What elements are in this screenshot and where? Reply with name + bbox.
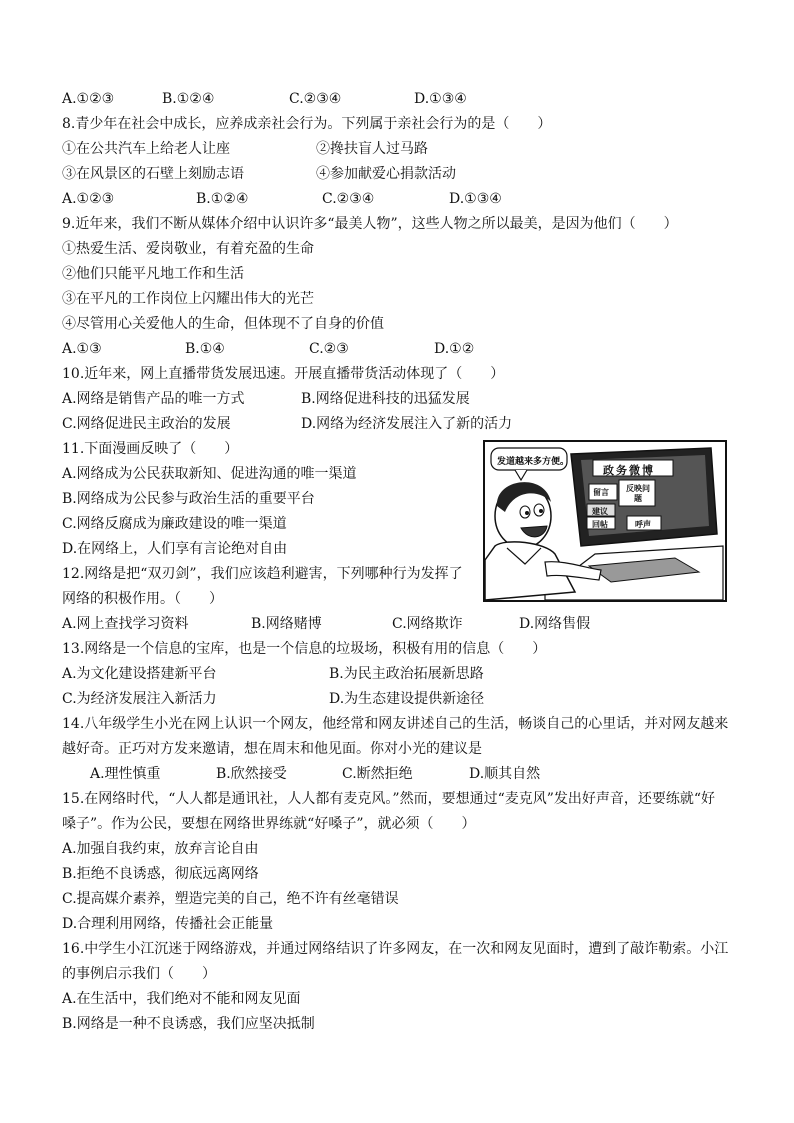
cartoon-speech-bubble: 发道越来多方便。 xyxy=(497,457,570,467)
q9-option-b: B.①④ xyxy=(185,341,225,357)
q7-option-d: D.①③④ xyxy=(414,91,467,107)
q9-option-a: A.①③ xyxy=(62,341,102,357)
q10-option-d: D.网络为经济发展注入了新的活力 xyxy=(301,416,513,432)
q15-stem-line2: 嗓子”。作为公民，要想在网络世界练就“好嗓子”，就必须（ ） xyxy=(62,816,476,832)
q9-item-2: ②他们只能平凡地工作和生活 xyxy=(62,266,244,282)
q8-item-1: ①在公共汽车上给老人让座 xyxy=(62,141,230,157)
cartoon-box-jianyi: 建议 xyxy=(592,507,608,516)
q11-option-d: D.在网络上，人们享有言论绝对自由 xyxy=(62,541,288,557)
q11-stem: 11.下面漫画反映了（ ） xyxy=(62,441,239,457)
q8-option-d: D.①③④ xyxy=(449,191,502,207)
q9-item-1: ①热爱生活、爱岗敬业，有着充盈的生命 xyxy=(62,241,314,257)
q7-option-b: B.①②④ xyxy=(162,91,215,107)
q7-option-c: C.②③④ xyxy=(289,91,342,107)
q14-stem-line1: 14.八年级学生小光在网上认识一个网友，他经常和网友讲述自己的生活，畅谈自己的心里话，并对网友越来 xyxy=(62,716,729,732)
q16-stem-line1: 16.中学生小江沉迷于网络游戏，并通过网络结识了许多网友，在一次和网友见面时，遭到了敲诈勒索。小江 xyxy=(62,941,729,957)
q15-option-c: C.提高媒介素养，塑造完美的自己，绝不许有丝毫错误 xyxy=(62,891,399,907)
q10-stem: 10.近年来，网上直播带货发展迅速。开展直播带货活动体现了（ ） xyxy=(62,366,505,382)
q8-item-4: ④参加献爱心捐款活动 xyxy=(316,166,456,182)
q12-option-b: B.网络赌博 xyxy=(251,616,322,632)
q8-stem: 8.青少年在社会中成长，应养成亲社会行为。下列属于亲社会行为的是（ ） xyxy=(62,116,552,132)
q12-option-c: C.网络欺诈 xyxy=(392,616,463,632)
q15-stem-line1: 15.在网络时代，“人人都是通讯社，人人都有麦克风。”然而，要想通过“麦克风”发出好声音，还要练就“好 xyxy=(62,791,716,807)
q8-option-a: A.①②③ xyxy=(62,191,115,207)
q12-stem-line2: 网络的积极作用。（ ） xyxy=(62,591,223,607)
cartoon-box-huitie: 回帖 xyxy=(592,520,608,529)
q15-option-d: D.合理利用网络，传播社会正能量 xyxy=(62,916,274,932)
q9-option-c: C.②③ xyxy=(309,341,349,357)
q9-stem: 9.近年来，我们不断从媒体介绍中认识许多“最美人物”，这些人物之所以最美，是因为他们（ ） xyxy=(62,216,678,232)
q11-option-c: C.网络反腐成为廉政建设的唯一渠道 xyxy=(62,516,287,532)
q8-item-2: ②搀扶盲人过马路 xyxy=(316,141,428,157)
cartoon-box-fanying: 反映问题 xyxy=(626,484,650,503)
q8-item-3: ③在风景区的石壁上刻励志语 xyxy=(62,166,244,182)
q12-stem-line1: 12.网络是把“双刃剑”，我们应该趋利避害，下列哪种行为发挥了 xyxy=(62,566,463,582)
q14-option-c: C.断然拒绝 xyxy=(342,766,413,782)
q11-cartoon xyxy=(483,440,727,602)
q12-option-a: A.网上查找学习资料 xyxy=(62,616,189,632)
q7-option-a: A.①②③ xyxy=(62,91,115,107)
q16-stem-line2: 的事例启示我们（ ） xyxy=(62,966,216,982)
q16-option-a: A.在生活中，我们绝对不能和网友见面 xyxy=(62,991,301,1007)
q14-option-a: A.理性慎重 xyxy=(90,766,161,782)
q10-option-a: A.网络是销售产品的唯一方式 xyxy=(62,391,245,407)
q14-option-b: B.欣然接受 xyxy=(216,766,287,782)
q13-option-c: C.为经济发展注入新活力 xyxy=(62,691,217,707)
q9-item-4: ④尽管用心关爱他人的生命，但体现不了自身的价值 xyxy=(62,316,384,332)
q8-option-c: C.②③④ xyxy=(322,191,375,207)
q15-option-a: A.加强自我约束，放弃言论自由 xyxy=(62,841,259,857)
q11-option-b: B.网络成为公民参与政治生活的重要平台 xyxy=(62,491,315,507)
q9-option-d: D.①② xyxy=(434,341,475,357)
q8-option-b: B.①②④ xyxy=(196,191,249,207)
q13-option-a: A.为文化建设搭建新平台 xyxy=(62,666,217,682)
q11-option-a: A.网络成为公民获取新知、促进沟通的唯一渠道 xyxy=(62,466,357,482)
cartoon-box-liuyan: 留言 xyxy=(593,488,609,497)
q16-option-b: B.网络是一种不良诱惑，我们应坚决抵制 xyxy=(62,1016,315,1032)
cartoon-screen-title: 政务微博 xyxy=(603,464,655,477)
q10-option-c: C.网络促进民主政治的发展 xyxy=(62,416,231,432)
cartoon-box-husheng: 呼声 xyxy=(635,520,651,529)
q14-option-d: D.顺其自然 xyxy=(469,766,541,782)
q14-stem-line2: 越好奇。正巧对方发来邀请，想在周末和他见面。你对小光的建议是 xyxy=(62,741,482,757)
q13-option-d: D.为生态建设提供新途径 xyxy=(329,691,485,707)
q12-option-d: D.网络售假 xyxy=(519,616,591,632)
q13-option-b: B.为民主政治拓展新思路 xyxy=(329,666,484,682)
q9-item-3: ③在平凡的工作岗位上闪耀出伟大的光芒 xyxy=(62,291,314,307)
q13-stem: 13.网络是一个信息的宝库，也是一个信息的垃圾场，积极有用的信息（ ） xyxy=(62,641,547,657)
q10-option-b: B.网络促进科技的迅猛发展 xyxy=(301,391,470,407)
q15-option-b: B.拒绝不良诱惑，彻底远离网络 xyxy=(62,866,259,882)
